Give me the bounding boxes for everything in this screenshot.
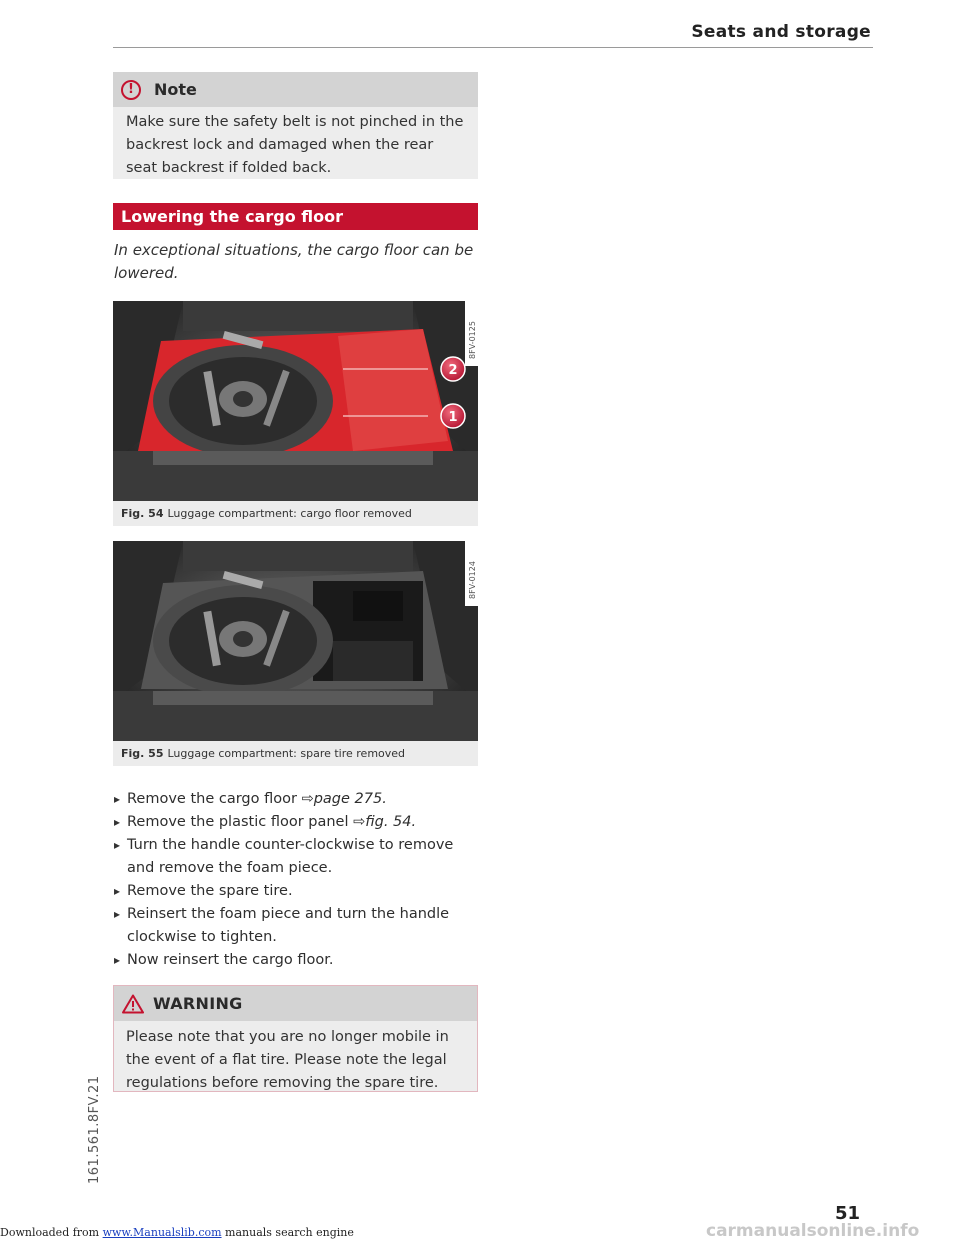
note-line: backrest lock and damaged when the rear <box>126 137 434 153</box>
arrow-right-icon: ⇨ <box>301 791 314 807</box>
figure-caption-text: Luggage compartment: spare tire removed <box>167 747 406 760</box>
warning-line: Please note that you are no longer mobile in <box>126 1029 449 1045</box>
figure-caption <box>113 501 478 526</box>
watermark: carmanualsonline.info <box>706 1221 920 1241</box>
note-header <box>113 72 478 107</box>
figure-code: 8FV-0124 <box>468 561 477 599</box>
step-item: ▸ Now reinsert the cargo floor. <box>114 949 479 972</box>
figure-reference-link[interactable]: fig. 54. <box>365 814 417 830</box>
step-item: ▸ Remove the cargo floor ⇨page 275. <box>114 788 479 811</box>
note-title: Note <box>154 80 197 99</box>
instruction-steps <box>114 788 479 972</box>
warning-line: regulations before removing the spare tire. <box>126 1075 439 1091</box>
step-item: ▸ Reinsert the foam piece and turn the handle clockwise to tighten. <box>114 903 479 949</box>
figure-label: Fig. 54 <box>121 507 164 520</box>
note-line: seat backrest if folded back. <box>126 160 332 176</box>
page-reference-link[interactable]: page 275. <box>313 791 387 807</box>
note-body <box>113 107 478 180</box>
figure-code: 8FV-0125 <box>468 321 477 359</box>
luggage-compartment-photo-cargo-floor-removed <box>113 301 478 501</box>
warning-triangle-icon <box>122 994 144 1014</box>
header-rule <box>113 47 873 48</box>
step-item: ▸ Remove the plastic floor panel ⇨fig. 54. <box>114 811 479 834</box>
manualslib-link[interactable]: www.Manualslib.com <box>102 1226 222 1239</box>
figure-label: Fig. 55 <box>121 747 164 760</box>
step-item: ▸ Turn the handle counter-clockwise to remove and remove the foam piece. <box>114 834 479 880</box>
page-number: 51 <box>835 1203 861 1224</box>
warning-line: the event of a flat tire. Please note the legal <box>126 1052 447 1068</box>
download-footer: Downloaded from www.Manualslib.com manuals search engine <box>0 1226 354 1239</box>
step-item: ▸ Remove the spare tire. <box>114 880 479 903</box>
warning-title: WARNING <box>153 994 243 1013</box>
warning-box <box>113 985 478 1092</box>
arrow-right-icon: ⇨ <box>353 814 366 830</box>
figure-caption <box>113 741 478 766</box>
section-heading: Lowering the cargo floor <box>113 203 478 230</box>
warning-body <box>114 1021 477 1095</box>
document-code: 161.561.8FV.21 <box>87 1075 102 1184</box>
note-box <box>113 72 478 179</box>
figure-caption-text: Luggage compartment: cargo floor removed <box>167 507 412 520</box>
note-line: Make sure the safety belt is not pinched in the <box>126 114 464 130</box>
intro-line: lowered. <box>114 264 179 282</box>
running-header-title: Seats and storage <box>691 22 871 42</box>
section-intro <box>114 239 479 285</box>
warning-header <box>114 986 477 1021</box>
callout-2: 2 <box>448 363 458 378</box>
intro-line: In exceptional situations, the cargo floor can be <box>114 241 474 259</box>
figure-54 <box>113 301 478 526</box>
exclamation-circle-icon: ! <box>121 80 141 100</box>
callout-1: 1 <box>448 410 458 425</box>
figure-55 <box>113 541 478 766</box>
luggage-compartment-photo-spare-tire-removed <box>113 541 478 741</box>
